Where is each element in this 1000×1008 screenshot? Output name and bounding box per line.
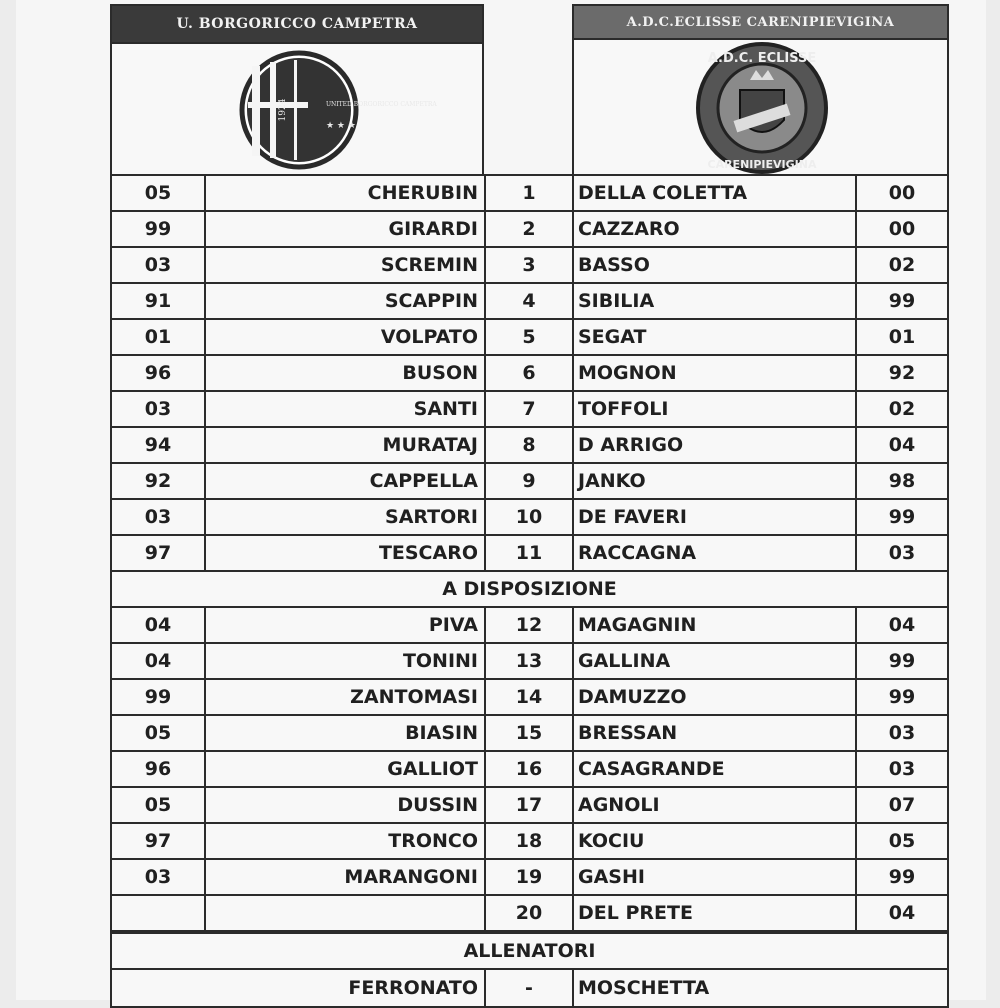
away-birth-year: 99 <box>855 282 949 320</box>
home-birth-year: 03 <box>110 498 206 536</box>
home-birth-year: 01 <box>110 318 206 356</box>
home-birth-year <box>110 894 206 932</box>
away-birth-year: 92 <box>855 354 949 392</box>
shirt-number: 15 <box>484 714 574 752</box>
away-birth-year: 99 <box>855 858 949 896</box>
home-player-name: GALLIOT <box>204 750 486 788</box>
away-player-name: DAMUZZO <box>572 678 857 716</box>
home-birth-year: 99 <box>110 210 206 248</box>
away-player-name: SEGAT <box>572 318 857 356</box>
club-seal-icon <box>574 40 949 176</box>
away-team-header <box>572 4 949 40</box>
away-logo-top-text: A.D.C. ECLISSE <box>707 51 817 66</box>
shirt-number: 19 <box>484 858 574 896</box>
home-birth-year: 92 <box>110 462 206 500</box>
away-logo-bottom-text: CARENIPIEVIGINA <box>707 158 817 171</box>
shirt-number: 2 <box>484 210 574 248</box>
shirt-number: 5 <box>484 318 574 356</box>
away-player-name: MOGNON <box>572 354 857 392</box>
home-player-name: SCREMIN <box>204 246 486 284</box>
home-birth-year: 05 <box>110 714 206 752</box>
away-birth-year: 98 <box>855 462 949 500</box>
shirt-number: 9 <box>484 462 574 500</box>
shirt-number: 18 <box>484 822 574 860</box>
home-player-name: BUSON <box>204 354 486 392</box>
away-birth-year: 00 <box>855 174 949 212</box>
home-player-name: MURATAJ <box>204 426 486 464</box>
away-birth-year: 07 <box>855 786 949 824</box>
home-player-name: TONINI <box>204 642 486 680</box>
home-team-header <box>110 4 484 44</box>
home-birth-year: 04 <box>110 642 206 680</box>
away-logo-box <box>572 38 949 176</box>
home-player-name: TRONCO <box>204 822 486 860</box>
shirt-number: 20 <box>484 894 574 932</box>
away-player-name: CASAGRANDE <box>572 750 857 788</box>
away-player-name: DE FAVERI <box>572 498 857 536</box>
home-player-name: TESCARO <box>204 534 486 572</box>
shirt-number: 1 <box>484 174 574 212</box>
away-birth-year: 00 <box>855 210 949 248</box>
shirt-number: 12 <box>484 606 574 644</box>
bench-section-label: A DISPOSIZIONE <box>110 570 949 608</box>
away-player-name: BASSO <box>572 246 857 284</box>
home-birth-year: 96 <box>110 750 206 788</box>
home-player-name: CAPPELLA <box>204 462 486 500</box>
coaches-separator: - <box>484 968 574 1008</box>
home-birth-year: 91 <box>110 282 206 320</box>
away-team-name: A.D.C.ECLISSE CARENIPIEVIGINA <box>626 14 895 30</box>
away-coach-name: MOSCHETTA <box>572 968 949 1008</box>
home-birth-year: 03 <box>110 390 206 428</box>
shirt-number: 13 <box>484 642 574 680</box>
home-player-name: DUSSIN <box>204 786 486 824</box>
home-logo-year: 1924 <box>278 98 288 122</box>
home-birth-year: 05 <box>110 786 206 824</box>
home-player-name: VOLPATO <box>204 318 486 356</box>
shirt-number: 3 <box>484 246 574 284</box>
shirt-number: 10 <box>484 498 574 536</box>
away-player-name: JANKO <box>572 462 857 500</box>
home-logo-box <box>110 42 484 176</box>
shirt-number: 16 <box>484 750 574 788</box>
away-birth-year: 04 <box>855 426 949 464</box>
home-player-name: CHERUBIN <box>204 174 486 212</box>
away-player-name: DEL PRETE <box>572 894 857 932</box>
away-birth-year: 03 <box>855 534 949 572</box>
shirt-number: 4 <box>484 282 574 320</box>
home-player-name: SANTI <box>204 390 486 428</box>
home-logo-text: UNITED BORGORICCO CAMPETRA <box>326 101 437 108</box>
shirt-number: 8 <box>484 426 574 464</box>
home-team-name: U. BORGORICCO CAMPETRA <box>176 16 418 32</box>
away-birth-year: 99 <box>855 498 949 536</box>
shirt-number: 6 <box>484 354 574 392</box>
away-birth-year: 02 <box>855 246 949 284</box>
shirt-number: 7 <box>484 390 574 428</box>
home-birth-year: 05 <box>110 174 206 212</box>
away-player-name: SIBILIA <box>572 282 857 320</box>
home-coach-name: FERRONATO <box>110 968 486 1008</box>
away-birth-year: 03 <box>855 714 949 752</box>
away-player-name: MAGAGNIN <box>572 606 857 644</box>
svg-text:★ ★ ★: ★ ★ ★ <box>326 121 356 131</box>
away-birth-year: 03 <box>855 750 949 788</box>
away-player-name: AGNOLI <box>572 786 857 824</box>
away-player-name: KOCIU <box>572 822 857 860</box>
shirt-number: 17 <box>484 786 574 824</box>
home-birth-year: 03 <box>110 858 206 896</box>
away-player-name: GALLINA <box>572 642 857 680</box>
home-player-name: MARANGONI <box>204 858 486 896</box>
home-player-name: ZANTOMASI <box>204 678 486 716</box>
away-birth-year: 05 <box>855 822 949 860</box>
home-birth-year: 99 <box>110 678 206 716</box>
home-player-name: SCAPPIN <box>204 282 486 320</box>
away-player-name: CAZZARO <box>572 210 857 248</box>
home-player-name: BIASIN <box>204 714 486 752</box>
home-birth-year: 97 <box>110 822 206 860</box>
home-player-name: SARTORI <box>204 498 486 536</box>
home-birth-year: 97 <box>110 534 206 572</box>
away-birth-year: 02 <box>855 390 949 428</box>
away-player-name: DELLA COLETTA <box>572 174 857 212</box>
shirt-number: 11 <box>484 534 574 572</box>
away-birth-year: 01 <box>855 318 949 356</box>
home-player-name: GIRARDI <box>204 210 486 248</box>
home-birth-year: 03 <box>110 246 206 284</box>
coaches-section-label: ALLENATORI <box>110 932 949 970</box>
shirt-number: 14 <box>484 678 574 716</box>
home-birth-year: 96 <box>110 354 206 392</box>
away-player-name: GASHI <box>572 858 857 896</box>
club-crest-icon <box>112 44 484 176</box>
home-player-name <box>204 894 486 932</box>
away-player-name: TOFFOLI <box>572 390 857 428</box>
away-birth-year: 99 <box>855 678 949 716</box>
away-player-name: BRESSAN <box>572 714 857 752</box>
home-birth-year: 04 <box>110 606 206 644</box>
away-player-name: RACCAGNA <box>572 534 857 572</box>
away-birth-year: 04 <box>855 894 949 932</box>
away-player-name: D ARRIGO <box>572 426 857 464</box>
home-player-name: PIVA <box>204 606 486 644</box>
away-birth-year: 04 <box>855 606 949 644</box>
home-birth-year: 94 <box>110 426 206 464</box>
away-birth-year: 99 <box>855 642 949 680</box>
